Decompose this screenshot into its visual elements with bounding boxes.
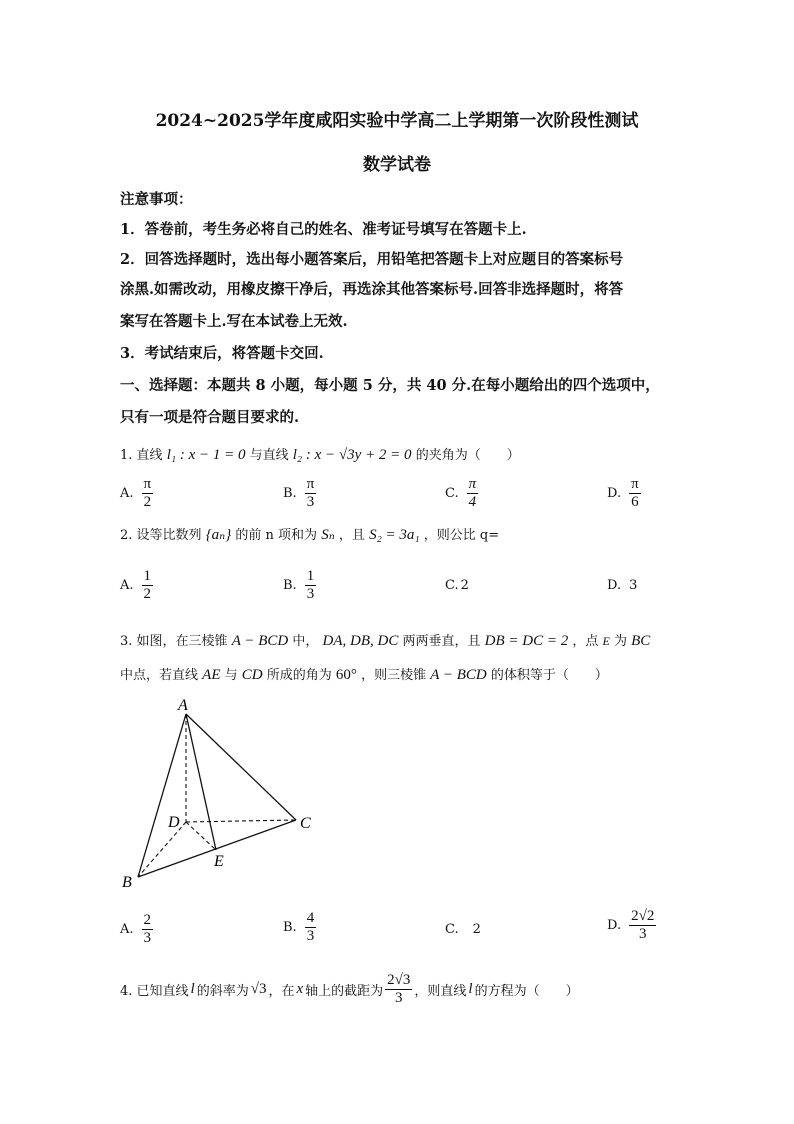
fraction: $\frac{2}{3}$ [143, 912, 152, 946]
edge-ae [186, 714, 216, 850]
question-2: 2. 设等比数列 {aₙ} 的前 n 项和为 Sₙ ，且 S₂ = 3a₁ ，则公比 q= [120, 527, 500, 543]
vertex-label-b: B [122, 874, 132, 891]
vertex-label-d: D [168, 814, 180, 831]
fraction: $\frac{4}{3}$ [306, 910, 315, 944]
option-b[interactable]: B. $\frac{\pi}{3}$ [283, 476, 315, 510]
question-3: 3. 如图，在三棱锥 A − BCD 中， DA, DB, DC 两两垂直，且 DB = DC = 2 ，点 E 为 BC [120, 633, 651, 649]
fraction: $\frac{2√3}{3}$ [387, 972, 411, 1006]
fraction: $\frac{\pi}{4}$ [468, 476, 477, 510]
notice-line: 涂黑.如需改动，用橡皮擦干净后，再选涂其他答案标号.回答非选择题时，将答 [120, 281, 624, 298]
question-3-cont: 中点，若直线 AE 与 CD 所成的角为 60° ，则三棱锥 A − BCD 的体积等于（ ） [120, 667, 608, 683]
tetrahedron-figure [110, 690, 350, 895]
fraction: $\frac{1}{2}$ [143, 568, 152, 602]
option-d[interactable]: D. $\frac{\pi}{6}$ [607, 476, 639, 510]
option-b[interactable]: B. $\frac{1}{3}$ [283, 568, 315, 602]
edge-ac [186, 714, 296, 820]
question-4: 4. 已知直线 l 的斜率为 √3 ，在 x 轴上的截距为 $\frac{2√3}{3}$ ，则直线 l 的方程为（ ） [120, 972, 579, 1006]
fraction: $\frac{1}{3}$ [306, 568, 315, 602]
section-heading-cont: 只有一项是符合题目要求的. [120, 409, 300, 426]
option-a[interactable]: A. $\frac{\pi}{2}$ [120, 476, 152, 510]
notice-line: 2．回答选择题时，选出每小题答案后，用铅笔把答题卡上对应题目的答案标号 [120, 251, 624, 268]
fraction: $\frac{\pi}{2}$ [143, 476, 152, 510]
vertex-label-e: E [214, 853, 224, 870]
edge-ab [138, 714, 186, 877]
exam-title: 2024~2025学年度咸阳实验中学高二上学期第一次阶段性测试 [155, 111, 639, 131]
fraction: $\frac{\pi}{6}$ [631, 476, 639, 510]
option-a[interactable]: A. $\frac{1}{2}$ [120, 568, 152, 602]
edge-dc-hidden [186, 820, 296, 822]
edge-de-hidden [186, 822, 216, 850]
option-d[interactable]: D. $\frac{2√2}{3}$ [607, 908, 655, 942]
section-heading: 一、选择题：本题共 8 小题，每小题 5 分，共 40 分.在每小题给出的四个选项中， [120, 377, 660, 394]
vertex-label-a: A [178, 697, 188, 714]
notice-line: 1．答卷前，考生务必将自己的姓名、准考证号填写在答题卡上. [120, 221, 527, 238]
notice-line: 3．考试结束后，将答题卡交回. [120, 345, 324, 362]
notice-line: 案写在答题卡上.写在本试卷上无效. [120, 313, 348, 330]
option-c[interactable]: C. 2 [445, 578, 469, 593]
question-1: 1. 直线 l₁ : x − 1 = 0 与直线 l₂ : x − √3y + 2 = 0 的夹角为（ ） [120, 447, 520, 463]
option-b[interactable]: B. $\frac{4}{3}$ [283, 910, 315, 944]
line-l1-equation: l₁ : x − 1 = 0 [166, 447, 246, 463]
exam-subtitle: 数学试卷 [363, 155, 431, 175]
line-l2-equation: l₂ : x − √3y + 2 = 0 [292, 447, 412, 463]
option-c[interactable]: C. $\frac{\pi}{4}$ [445, 476, 477, 510]
option-c[interactable]: C. 2 [445, 922, 481, 937]
notice-heading: 注意事项： [120, 191, 193, 208]
fraction: $\frac{2√2}{3}$ [631, 908, 655, 942]
vertex-label-c: C [300, 815, 311, 832]
option-a[interactable]: A. $\frac{2}{3}$ [120, 912, 152, 946]
fraction: $\frac{\pi}{3}$ [306, 476, 315, 510]
option-d[interactable]: D. 3 [607, 578, 638, 593]
